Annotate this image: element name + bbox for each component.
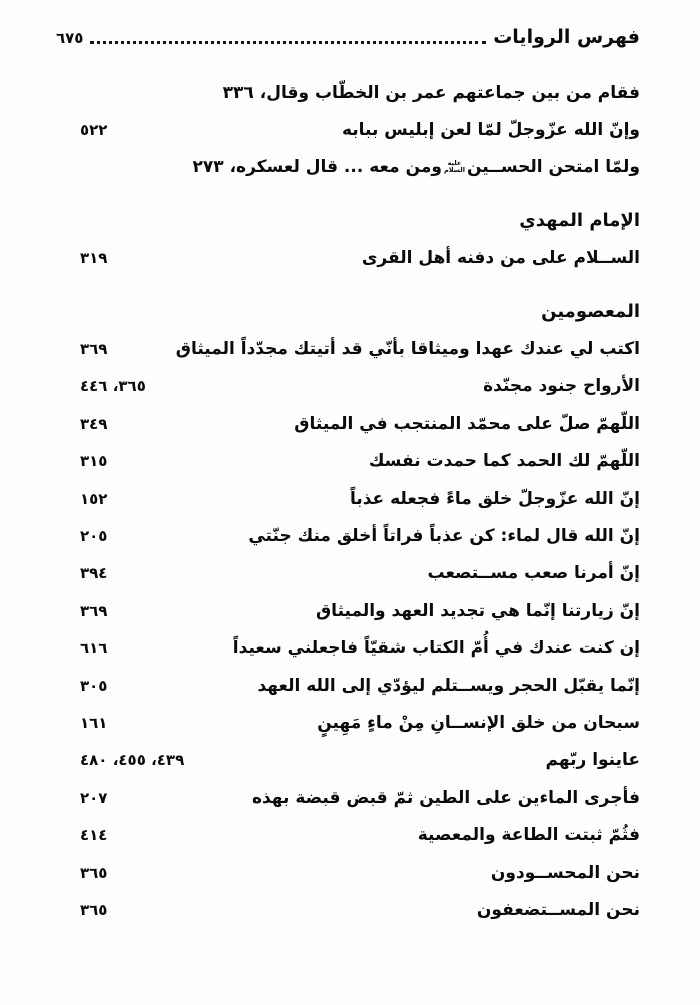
entry-text: إنّ الله عزّوجلّ خلق ماءً فجعله عذباً <box>349 488 640 509</box>
index-entry-row <box>56 480 640 517</box>
entry-text: إنّما يقبّل الحجر ويســتلم ليؤدّي إلى الله العهد <box>257 675 640 696</box>
entry-page-numbers: ٣٦٩ <box>80 340 108 359</box>
entry-text <box>193 157 640 177</box>
entry-text: سبحان من خلق الإنســانِ مِنْ ماءٍ مَهِينٍ <box>317 712 640 733</box>
entry-text: فأجرى الماءين على الطين ثمّ قبض قبضة بهذه <box>251 787 640 808</box>
entry-text: فثُمّ ثبتت الطاعة والمعصية <box>417 825 640 846</box>
entry-page-numbers: ١٥٢ <box>80 489 108 508</box>
entry-page-numbers: ٥٢٢ <box>80 121 108 140</box>
entry-text: الأرواح جنود مجنّدة <box>483 376 640 397</box>
index-entry-row <box>56 555 640 592</box>
index-entry-row <box>56 742 640 779</box>
entry-page-numbers: ٣٦٥ <box>80 863 108 882</box>
entry-text: اللّهمّ صلّ على محمّد المنتجب في الميثاق <box>294 413 640 434</box>
alayhi-salam-symbol: عليه السلام <box>443 159 465 175</box>
entry-text-after: ومن معه ... قال لعسكره، ٢٧٣ <box>192 157 442 178</box>
entry-page-numbers: ٣٩٤ <box>80 564 108 583</box>
index-entry-row <box>56 629 640 666</box>
entry-page-numbers: ٣٤٩ <box>80 414 108 433</box>
entry-text: إنّ زيارتنا إنّما هي تجديد العهد والميثاق <box>315 600 640 621</box>
entry-page-numbers: ١٦١ <box>80 713 108 732</box>
header-title: فهرس الروايات <box>493 26 640 48</box>
index-entry-row <box>56 704 640 741</box>
entry-page-numbers: ٣١٩ <box>80 249 108 268</box>
entry-text: إنّ الله قال لماء: كن عذباً فراتاً أخلق منك جنّتي <box>248 525 640 546</box>
index-entry-row <box>56 240 640 277</box>
index-entry-row <box>56 667 640 704</box>
entry-page-numbers: ٣٦٩ <box>80 601 108 620</box>
index-entry-row <box>56 111 640 148</box>
entry-text: نحن المســتضعفون <box>476 899 640 920</box>
entry-page-numbers: ٤٣٩، ٤٥٥، ٤٨٠ <box>80 751 185 770</box>
entry-text: فقام من بين جماعتهم عمر بن الخطّاب وقال، ٣٣٦ <box>222 82 640 103</box>
section-heading-text: الإمام المهدي <box>519 210 640 232</box>
entry-text: اللّهمّ لك الحمد كما حمدت نفسك <box>368 451 640 472</box>
section-heading <box>56 202 640 239</box>
entry-page-numbers: ٤١٤ <box>80 826 108 845</box>
section-heading-text: المعصومين <box>541 301 640 323</box>
header-page-number: ٦٧٥ <box>56 29 84 47</box>
entry-text: الســلام على من دفنه أهل القرى <box>361 248 640 269</box>
entry-text: عاينوا ربّهم <box>545 750 640 771</box>
entry-page-numbers: ٢٠٥ <box>80 526 108 545</box>
entry-text: اكتب لي عندك عهدا وميثاقا بأنّي قد أتيتك مجدّداً الميثاق <box>175 339 640 360</box>
entry-text: إن كنت عندك في أُمّ الكتاب شقيّاً فاجعلني سعيداً <box>232 638 640 659</box>
index-list <box>56 74 640 929</box>
index-entry-row <box>56 149 640 186</box>
index-entry-row <box>56 405 640 442</box>
index-entry-row <box>56 74 640 111</box>
entry-page-numbers: ٣٦٥، ٤٤٦ <box>80 377 146 396</box>
section-heading <box>56 293 640 330</box>
entry-text: وإنّ الله عزّوجلّ لمّا لعن إبليس ببابه <box>341 120 640 141</box>
index-entry-row <box>56 816 640 853</box>
entry-page-numbers: ٢٠٧ <box>80 788 108 807</box>
index-entry-row <box>56 891 640 928</box>
entry-page-numbers: ٣٠٥ <box>80 676 108 695</box>
index-entry-row <box>56 592 640 629</box>
dotted-leader <box>90 40 486 44</box>
entry-page-numbers: ٣٦٥ <box>80 900 108 919</box>
index-entry-row <box>56 443 640 480</box>
entry-text: إنّ أمرنا صعب مســتصعب <box>427 563 640 584</box>
index-entry-row <box>56 779 640 816</box>
entry-text: نحن المحســودون <box>490 862 640 883</box>
index-entry-row <box>56 854 640 891</box>
entry-page-numbers: ٦١٦ <box>80 639 108 658</box>
index-entry-row <box>56 517 640 554</box>
entry-page-numbers: ٣١٥ <box>80 452 108 471</box>
index-entry-row <box>56 330 640 367</box>
entry-text-before: ولمّا امتحن الحســين <box>466 157 640 178</box>
running-header <box>56 18 640 48</box>
index-entry-row <box>56 368 640 405</box>
